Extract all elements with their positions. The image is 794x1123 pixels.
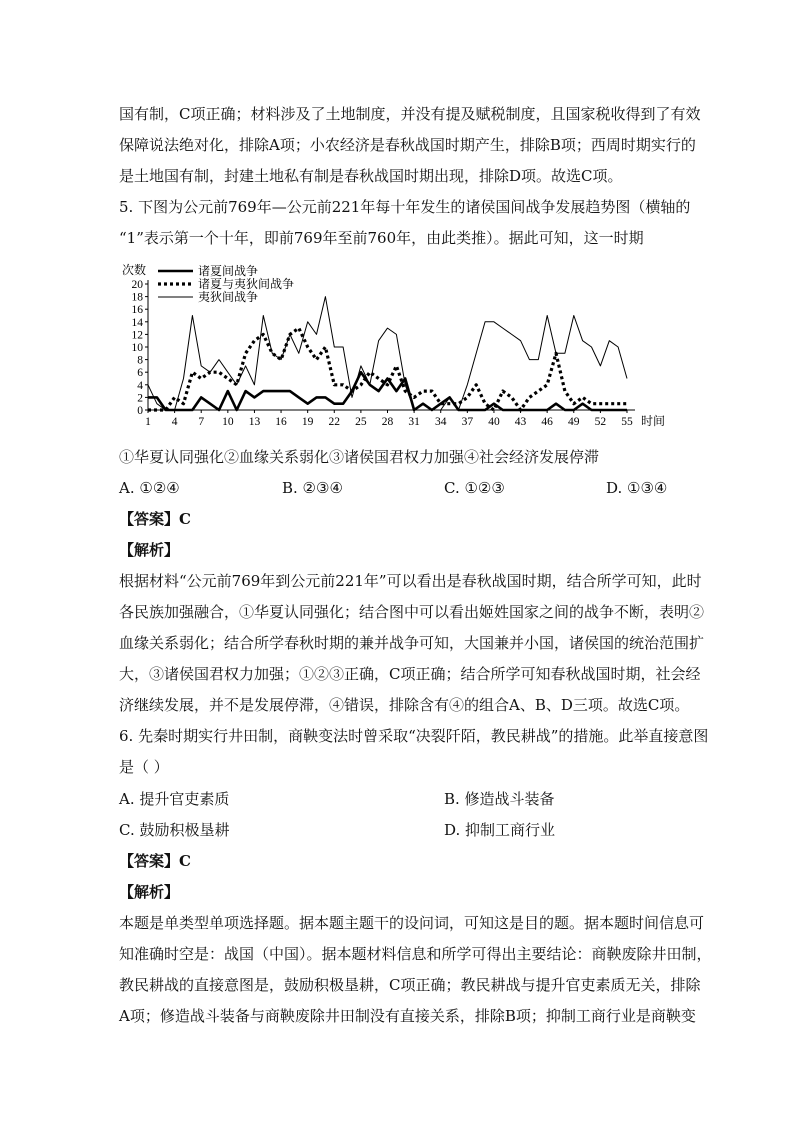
analysis-text: 各民族加强融合，①华夏认同强化；结合图中可以看出姬姓国家之间的战争不断，表明②	[119, 603, 705, 621]
answer-label: 【答案】C	[119, 510, 191, 528]
x-axis-label: 时间	[641, 414, 666, 428]
x-tick-label: 55	[621, 416, 633, 428]
war-trend-chart	[118, 258, 678, 430]
y-tick-label: 12	[131, 329, 143, 342]
option-a: A. ①②④	[119, 479, 180, 497]
x-tick-label: 40	[488, 416, 500, 428]
option-c: C. 鼓励积极垦耕	[119, 821, 230, 839]
question-5-stem: “1”表示第一个十年，即前769年至前760年，由此类推）。据此可知，这一时期	[119, 229, 644, 247]
analysis-text: 血缘关系弱化；结合所学春秋时期的兼并战争可知，大国兼并小国，诸侯国的统治范围扩	[119, 634, 705, 652]
x-tick-label: 46	[541, 416, 553, 428]
chart-series	[148, 297, 627, 410]
option-a: A. 提升官吏素质	[119, 790, 230, 808]
analysis-text: 大，③诸侯国君权力加强；①②③正确，C项正确；结合所学可知春秋战国时期，社会经	[119, 665, 701, 683]
x-tick-label: 16	[275, 416, 287, 428]
y-axis-label: 次数	[122, 263, 147, 277]
x-tick-label: 19	[301, 416, 314, 428]
option-d: D. ①③④	[606, 479, 668, 497]
x-tick-label: 34	[434, 416, 447, 428]
question-5-statements: ①华夏认同强化②血缘关系弱化③诸侯国君权力加强④社会经济发展停滞	[119, 448, 600, 466]
x-tick-label: 13	[248, 416, 261, 428]
text-line: 是土地国有制，封建土地私有制是春秋战国时期出现，排除D项。故选C项。	[119, 167, 623, 185]
y-tick-label: 18	[131, 291, 143, 304]
x-tick-label: 25	[355, 416, 367, 428]
analysis-text: 根据材料“公元前769年到公元前221年”可以看出是春秋战国时期，结合所学可知，此时	[119, 572, 702, 590]
analysis-text: 知准确时空是：战国（中国）。据本题材料信息和所学可得出主要结论：商鞅废除井田制，	[119, 945, 712, 963]
option-c: C. ①②③	[444, 479, 505, 497]
y-tick-label: 4	[137, 379, 143, 392]
question-6-stem: 6. 先秦时期实行井田制，商鞅变法时曾采取“决裂阡陌，教民耕战”的措施。此举直接意图	[119, 727, 709, 745]
y-tick-label: 2	[137, 392, 143, 405]
legend-label-1: 诸夏间战争	[198, 264, 259, 278]
x-tick-label: 4	[171, 416, 178, 428]
y-tick-label: 8	[137, 354, 143, 367]
option-d: D. 抑制工商行业	[444, 821, 556, 839]
y-tick-label: 6	[137, 367, 143, 380]
x-tick-label: 49	[568, 416, 580, 428]
analysis-label: 【解析】	[119, 541, 180, 559]
analysis-text: 济继续发展，并不是发展停滞，④错误，排除含有④的组合A、B、D三项。故选C项。	[119, 696, 690, 714]
y-tick-label: 10	[131, 342, 143, 354]
x-tick-label: 7	[198, 416, 205, 428]
x-tick-label: 22	[328, 416, 341, 428]
y-tick-label: 16	[131, 304, 143, 317]
x-tick-label: 43	[514, 416, 527, 428]
analysis-text: 教民耕战的直接意图是，鼓励积极垦耕，C项正确；教民耕战与提升官吏素质无关，排除	[119, 976, 701, 994]
series-line-2	[148, 328, 627, 410]
x-tick-label: 37	[461, 416, 474, 428]
y-tick-label: 14	[131, 316, 143, 329]
series-line-1	[148, 372, 627, 410]
question-5-stem: 5. 下图为公元前769年—公元前221年每十年发生的诸侯国间战争发展趋势图（横轴的	[119, 198, 691, 216]
analysis-text: A项；修造战斗装备与商鞅废除井田制没有直接关系，排除B项；抑制工商行业是商鞅变	[119, 1007, 696, 1025]
x-tick-label: 10	[222, 416, 234, 428]
x-tick-label: 28	[381, 416, 394, 428]
question-6-stem: 是（ ）	[119, 758, 169, 776]
y-tick-label: 20	[131, 279, 143, 291]
analysis-text: 本题是单类型单项选择题。据本题主题干的设问词，可知这是目的题。据本题时间信息可	[119, 914, 705, 932]
option-b: B. ②③④	[282, 479, 343, 497]
legend-label-2: 诸夏与夷狄间战争	[198, 277, 295, 291]
analysis-label: 【解析】	[119, 883, 180, 901]
text-line: 保障说法绝对化，排除A项；小农经济是春秋战国时期产生，排除B项；西周时期实行的	[119, 136, 696, 154]
chart-legend	[158, 263, 294, 304]
legend-label-3: 夷狄间战争	[198, 290, 259, 304]
x-tick-label: 52	[594, 416, 607, 428]
text-line: 国有制，C项正确；材料涉及了土地制度，并没有提及赋税制度，且国家税收得到了有效	[119, 105, 701, 123]
x-tick-label: 1	[145, 416, 151, 428]
y-tick-label: 0	[137, 405, 143, 417]
option-b: B. 修造战斗装备	[444, 790, 555, 808]
x-tick-label: 31	[408, 416, 420, 428]
answer-label: 【答案】C	[119, 852, 191, 870]
